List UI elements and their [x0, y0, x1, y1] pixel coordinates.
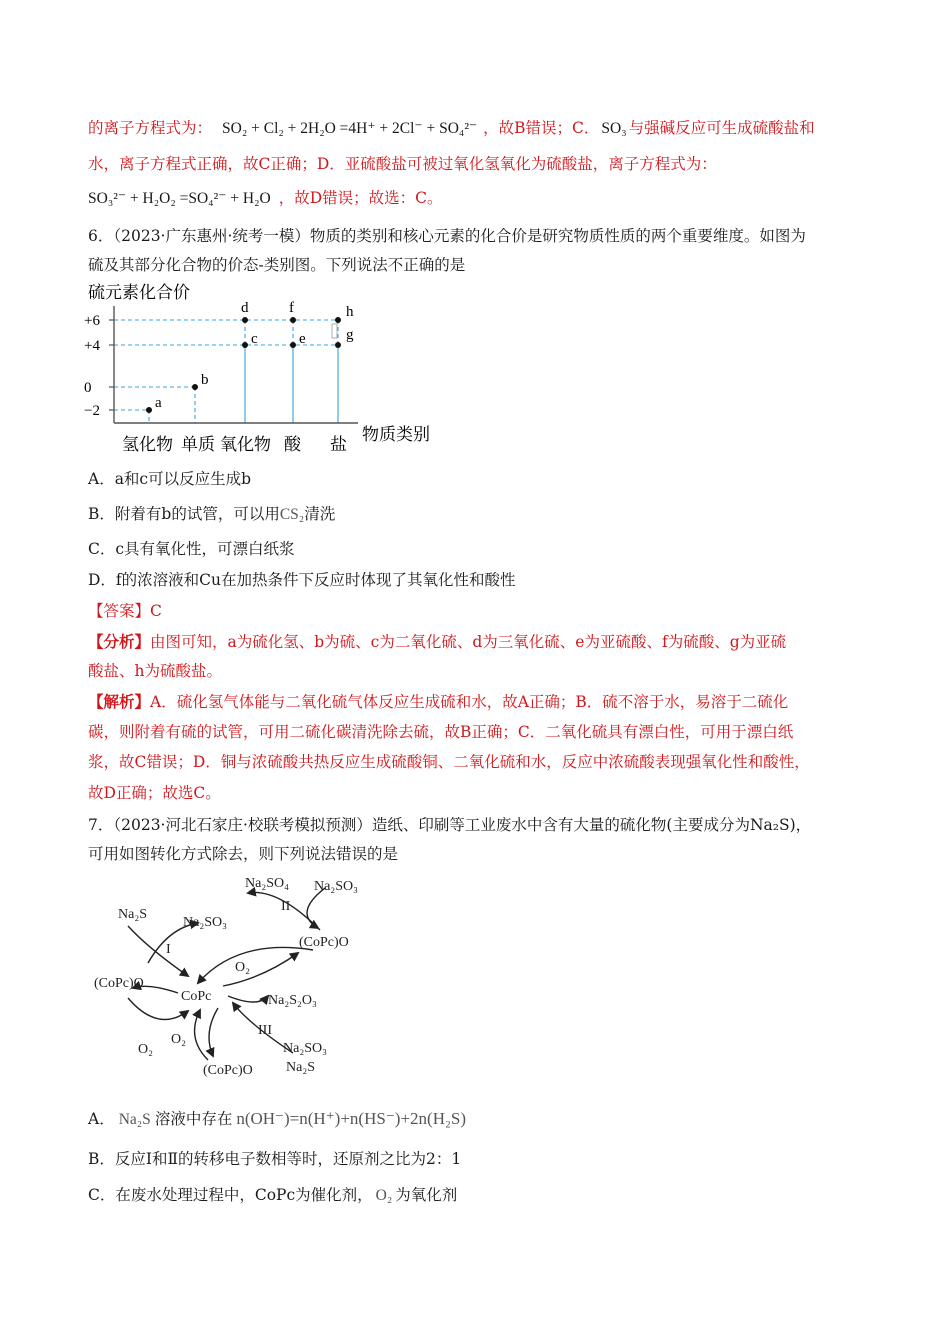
- q7-stem-2: 可用如图转化方式除去，则下列说法错误的是: [88, 845, 399, 863]
- point-h: [335, 317, 341, 323]
- arrow-ii-in: [307, 888, 325, 928]
- y-tick-label: 0: [84, 380, 92, 396]
- q6-answer: 【答案】C: [88, 602, 162, 620]
- equation: SO₂ + Cl₂ + 2H₂O =4H⁺ + 2Cl⁻ + SO₄²⁻: [222, 120, 478, 137]
- point-label-e: e: [299, 331, 306, 347]
- option-text: B．附着有b的试管，可以用: [88, 505, 280, 523]
- prev-line-1: [88, 117, 815, 140]
- arrow-copco-left-return: [128, 998, 188, 1019]
- label-o2-low1: O₂: [138, 1042, 153, 1057]
- label-o2-mid: O₂: [235, 960, 250, 975]
- point-f: [290, 317, 296, 323]
- q6-analysis-2: 酸盐、h为硫酸盐。: [88, 662, 222, 680]
- point-label-a: a: [155, 395, 162, 411]
- y-tick-label: +6: [84, 313, 100, 329]
- explain-text: A．硫化氢气体能与二氧化硫气体反应生成硫和水，故A正确；B．硫不溶于水，易溶于二硫化: [150, 693, 789, 711]
- q7-option-a: [88, 1108, 466, 1131]
- q6-explain-1: [88, 691, 788, 713]
- point-label-c: c: [251, 331, 258, 347]
- label-iii: III: [258, 1023, 272, 1038]
- label-na2so3-left: Na₂SO₃: [183, 915, 227, 930]
- arrow-copco-to-copc: [198, 947, 313, 983]
- label-copco-left: (CoPc)O: [94, 976, 144, 991]
- prev-line-2: 水，离子方程式正确，故C正确；D．亚硫酸盐可被过氧化氢氧化为硫酸盐，离子方程式为：: [88, 155, 717, 173]
- q6-explain-4: 故D正确；故选C。: [88, 784, 221, 802]
- q6-stem-2: 硫及其部分化合物的价态-类别图。下列说法不正确的是: [88, 256, 466, 274]
- q6-explain-2: 碳，则附着有硫的试管，可用二硫化碳清洗除去硫，故B正确；C．二氧化硫具有漂白性，可用于漂白纸: [88, 723, 794, 741]
- chart-xlabel: 物质类别: [362, 425, 430, 444]
- label-o2-low2: O₂: [171, 1032, 186, 1047]
- point-e: [290, 342, 296, 348]
- point-a: [146, 407, 152, 413]
- label-na2so3-top: Na₂SO₃: [314, 879, 358, 894]
- point-c: [242, 342, 248, 348]
- formula: Na₂S: [118, 1111, 151, 1128]
- arrow-bottom-return: [195, 1010, 208, 1060]
- equation: n(OH⁻)=n(H⁺)+n(HS⁻)+2n(H₂S): [236, 1109, 467, 1128]
- analysis-tag: 【分析】: [88, 632, 151, 651]
- explain-tag: 【解析】: [88, 692, 151, 711]
- formula: O₂: [375, 1187, 393, 1204]
- q6-stem-1: 6．（2023·广东惠州·统考一模）物质的类别和核心元素的化合价是研究物质性质的两个重要维度。如图为: [88, 227, 806, 245]
- category-label: 单质: [181, 435, 215, 454]
- prev-text: ，故D错误；故选：C。: [278, 189, 443, 207]
- label-copc: CoPc: [181, 989, 212, 1004]
- q6-option-b: [88, 503, 335, 526]
- option-text: 为氧化剂: [395, 1186, 458, 1204]
- prev-line-3: [88, 187, 442, 210]
- point-g: [335, 342, 341, 348]
- q6-option-a: A．a和c可以反应生成b: [88, 470, 252, 488]
- label-copco-bottom: (CoPc)O: [203, 1063, 253, 1078]
- analysis-text: 由图可知，a为硫化氢、b为硫、c为二氧化硫、d为三氧化硫、e为亚硫酸、f为硫酸、g为亚硫: [150, 633, 787, 651]
- valence-category-chart: [80, 278, 460, 463]
- label-ii: II: [281, 899, 291, 914]
- q6-option-d: D．f的浓溶液和Cu在加热条件下反应时体现了其氧化性和酸性: [88, 571, 516, 589]
- option-text: A．: [88, 1110, 115, 1128]
- label-na2s-low: Na₂S: [286, 1060, 315, 1075]
- label-copco-right: (CoPc)O: [299, 935, 349, 950]
- label-na2s-left: Na₂S: [118, 907, 147, 922]
- label-na2so3-low: Na₂SO₃: [283, 1041, 327, 1056]
- prev-text: 与强碱反应可生成硫酸盐和: [628, 119, 815, 137]
- q6-option-c: C．c具有氧化性，可漂白纸浆: [88, 540, 295, 558]
- label-na2so4: Na₂SO₄: [245, 876, 289, 891]
- option-text: 溶液中存在: [154, 1110, 233, 1128]
- point-label-b: b: [201, 372, 209, 388]
- category-label: 氧化物: [220, 435, 271, 454]
- q6-analysis-1: [88, 631, 786, 653]
- label-na2s2o3: Na₂S₂O₃: [268, 993, 317, 1008]
- point-label-d: d: [241, 300, 249, 316]
- option-text: C．在废水处理过程中，CoPc为催化剂，: [88, 1186, 373, 1204]
- arrow-iii-out: [228, 996, 268, 1002]
- chart-ylabel: 硫元素化合价: [88, 283, 190, 302]
- small-bracket-mark: [332, 324, 337, 338]
- option-text: 清洗: [304, 505, 336, 523]
- equation: SO₃²⁻ + H₂O₂ =SO₄²⁻ + H₂O: [88, 190, 271, 207]
- q6-explain-3: 浆，故C错误；D．铜与浓硫酸共热反应生成硫酸铜、二氧化硫和水，反应中浓硫酸表现强氧化性和酸性，: [88, 753, 810, 771]
- category-label: 酸: [284, 435, 301, 454]
- point-d: [242, 317, 248, 323]
- y-tick-label: +4: [84, 338, 100, 354]
- arrow-copc-bottom: [209, 1008, 218, 1056]
- point-label-g: g: [346, 327, 354, 343]
- q7-option-c: [88, 1184, 457, 1207]
- arrow-i-in: [128, 926, 188, 976]
- prev-text: ，故B错误；C．: [483, 119, 600, 137]
- prev-text: 的离子方程式为：: [88, 119, 213, 137]
- category-label: 氢化物: [122, 435, 173, 454]
- formula: CS₂: [279, 506, 305, 523]
- formula: SO₃: [601, 120, 627, 137]
- point-b: [192, 384, 198, 390]
- conversion-cycle-diagram: [88, 868, 368, 1088]
- q7-option-b: B．反应Ⅰ和Ⅱ的转移电子数相等时，还原剂之比为2：1: [88, 1150, 462, 1168]
- category-label: 盐: [330, 435, 347, 454]
- label-i: I: [166, 942, 171, 957]
- point-label-h: h: [346, 304, 354, 320]
- q7-stem-1: 7．（2023·河北石家庄·校联考模拟预测）造纸、印刷等工业废水中含有大量的硫化物(主要成分为Na₂S)，: [88, 816, 812, 834]
- point-label-f: f: [289, 300, 294, 316]
- y-tick-label: −2: [84, 403, 100, 419]
